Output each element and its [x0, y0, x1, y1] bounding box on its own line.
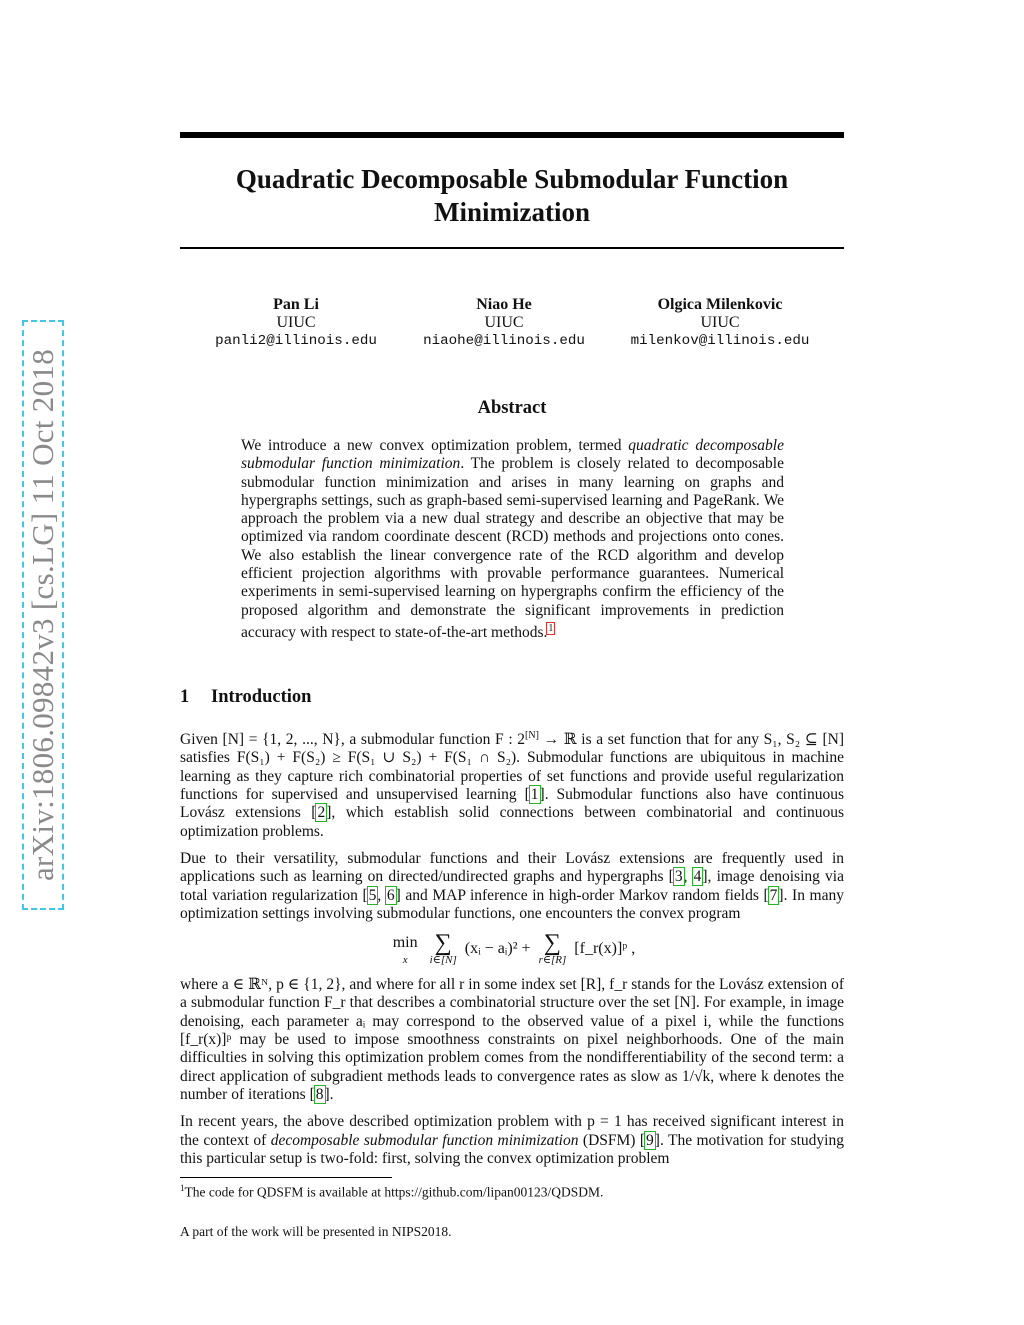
paragraph-2: Due to their versatility, submodular functions and their Lovász extensions are frequently used in applications such as learning on directed/undirected graphs and hypergraphs [3, 4], image denoising via total variation regularization [5, 6] and MAP inference in high-order Markov random fields [7]. In many optimization settings involving submodular functions, one encounters the convex program — [180, 849, 844, 922]
citation-link[interactable]: 1 — [530, 786, 539, 804]
citation-link[interactable]: 6 — [386, 886, 395, 904]
section-number: 1 — [180, 687, 190, 707]
author-name: Olgica Milenkovic — [657, 296, 783, 313]
author-email[interactable]: milenkov@illinois.edu — [630, 333, 810, 349]
title-rule-top — [180, 132, 844, 138]
paper-title: Quadratic Decomposable Submodular Function Minimization — [235, 164, 789, 227]
author-affiliation: UIUC — [484, 314, 524, 331]
citation-link[interactable]: 7 — [769, 886, 778, 904]
author-3 — [620, 296, 820, 351]
abstract-text: We introduce a new convex optimization problem, termed quadratic decomposable submodular function minimization. The problem is closely related to decomposable submodular function minimization and arises in many learning on graphs and hypergraphs settings, such as graph-based semi-supervised learning and PageRank. We approach the problem via a new dual strategy and describe an objective that may be optimized via random coordinate descent (RCD) methods and projections onto cones. We also establish the linear convergence rate of the RCD algorithm and develop efficient projection algorithms with provable performance guarantees. Numerical experiments in semi-supervised learning on hypergraphs confirm the efficiency of the proposed algorithm and demonstrate the significant improvements in prediction accuracy with respect to state-of-the-art methods.$^1$ — [241, 437, 784, 642]
section-heading — [180, 687, 311, 708]
paragraph-1: Given [N] = {1, 2, ..., N}, a submodular function F : 2[N] → ℝ is a set function that for any S₁, S₂ ⊆ [N] satisfies F(S₁) + F(S₂) ≥ F(S₁ ∪ S₂) + F(S₁ ∩ S₂). Submodular functions are ubiquitous in machine learning as they capture rich combinatorial properties of set functions and provide useful regularization functions for supervised and unsupervised learning [1]. Submodular functions also have continuous Lovász extensions [2], which establish solid connections between combinatorial and continuous optimization problems. — [180, 730, 844, 840]
conference-notice: A part of the work will be presented in NIPS2018. — [180, 1224, 452, 1239]
equation-term-2: [f_r(x)]ᵖ , — [574, 940, 636, 958]
sum-operator: ∑ r∈[R] — [538, 930, 567, 967]
author-email[interactable]: niaohe@illinois.edu — [423, 333, 585, 349]
footnote-number: 1 — [180, 1183, 185, 1193]
citation-link[interactable]: 4 — [693, 868, 702, 886]
citation-link[interactable]: 3 — [674, 868, 683, 886]
abstract-heading: Abstract — [477, 398, 547, 418]
author-email[interactable]: panli2@illinois.edu — [215, 333, 377, 349]
arxiv-id: arXiv:1806.09842v3 [cs.LG] 11 Oct 2018 — [25, 349, 60, 881]
paragraph-3: where a ∈ ℝᴺ, p ∈ {1, 2}, and where for all r in some index set [R], f_r stands for the Lovász extension of a submodular function F_r that describes a combinatorial structure over the set [N]. For example, in image denoising, each parameter aᵢ may correspond to the observed value of a pixel i, while the functions [f_r(x)]ᵖ may be used to impose smoothness constraints on pixel neighborhoods. One of the main difficulties in solving this optimization problem comes from the nondifferentiability of the second term: a direct application of subgradient methods leads to convergence rates as slow as 1/√k, where k denotes the number of iterations [8]. — [180, 976, 844, 1103]
section-body — [180, 727, 844, 1177]
sum-operator: ∑ i∈[N] — [429, 930, 457, 967]
footnote-link[interactable]: 1 — [548, 622, 554, 634]
citation-link[interactable]: 2 — [317, 804, 326, 822]
author-2 — [404, 296, 604, 351]
paragraph-4: In recent years, the above described optimization problem with p = 1 has received significant interest in the context of decomposable submodular function minimization (DSFM) [9]. The motivation for studying this particular setup is two-fold: first, solving the convex optimization problem — [180, 1113, 844, 1167]
footnote — [180, 1180, 603, 1201]
arxiv-stamp — [22, 320, 64, 910]
title-rule-bottom — [180, 247, 844, 249]
author-1 — [196, 296, 396, 351]
author-name: Pan Li — [273, 296, 319, 313]
author-affiliation: UIUC — [700, 314, 740, 331]
citation-link[interactable]: 9 — [646, 1131, 654, 1149]
section-title: Introduction — [211, 687, 312, 707]
author-name: Niao He — [476, 296, 532, 313]
footnote-text[interactable]: The code for QDSFM is available at https://github.com/lipan00123/QDSDM. — [184, 1184, 604, 1200]
equation-term-1: (xᵢ − aᵢ)² + — [464, 940, 531, 958]
min-operator: min x — [392, 934, 418, 967]
author-affiliation: UIUC — [276, 314, 316, 331]
footnote-rule — [180, 1177, 392, 1178]
citation-link[interactable]: 5 — [368, 886, 377, 904]
equation-convex-program — [180, 932, 844, 966]
citation-link[interactable]: 8 — [315, 1085, 324, 1103]
